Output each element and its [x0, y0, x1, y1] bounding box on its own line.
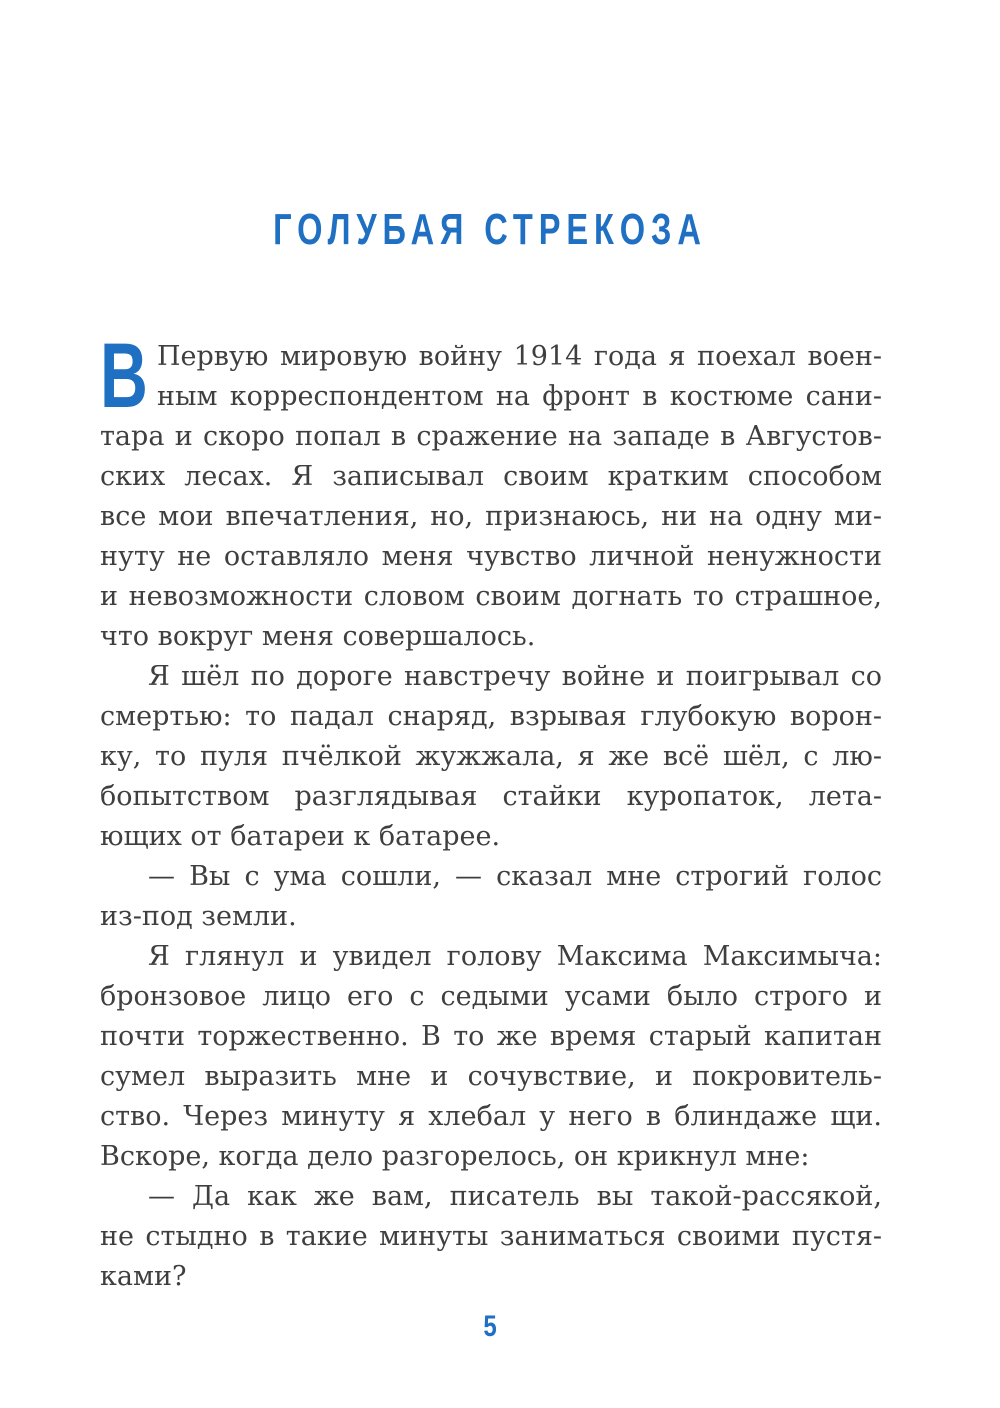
- drop-cap: В: [100, 325, 148, 427]
- text-line: что вокруг меня совершалось.: [100, 621, 536, 652]
- text-line: ство. Через минуту я хлебал у него в блиндаже щи.: [100, 1101, 882, 1132]
- text-line: ских лесах. Я записывал своим кратким способом: [100, 461, 882, 492]
- text-line: сумел выразить мне и сочувствие, и покровитель-: [100, 1061, 882, 1092]
- text-line: бронзовое лицо его с седыми усами было строго и: [100, 981, 882, 1012]
- text-line: и невозможности словом своим догнать то страшное,: [100, 581, 882, 612]
- text-line: — Вы с ума сошли, — сказал мне строгий голос: [148, 861, 882, 892]
- text-line: ку, то пуля пчёлкой жужжала, я же всё шёл, с лю-: [100, 741, 882, 772]
- text-line: бопытством разглядывая стайки куропаток, лета-: [100, 781, 882, 812]
- text-line: — Да как же вам, писатель вы такой-рассякой,: [148, 1181, 882, 1212]
- text-line: смертью: то падал снаряд, взрывая глубокую ворон-: [100, 701, 882, 732]
- text-line: не стыдно в такие минуты заниматься своими пустя-: [100, 1221, 882, 1252]
- text-line: Я шёл по дороге навстречу войне и поигрывал со: [148, 661, 882, 692]
- text-line: из-под земли.: [100, 901, 297, 932]
- text-line: почти торжественно. В то же время старый капитан: [100, 1021, 882, 1052]
- text-line: тара и скоро попал в сражение на западе в Августов-: [100, 421, 882, 452]
- text-line: Вскоре, когда дело разгорелось, он крикнул мне:: [100, 1141, 810, 1172]
- text-line: нуту не оставляло меня чувство личной ненужности: [100, 541, 882, 572]
- text-line: ками?: [100, 1261, 187, 1292]
- chapter-title: ГОЛУБАЯ СТРЕКОЗА: [273, 205, 707, 254]
- page-number: 5: [483, 1310, 497, 1343]
- text-line: Я глянул и увидел голову Максима Максимыча:: [148, 941, 882, 972]
- text-line: ющих от батареи к батарее.: [100, 821, 501, 852]
- text-line: все мои впечатления, но, признаюсь, ни на одну ми-: [100, 501, 882, 532]
- text-line: ным корреспондентом на фронт в костюме сани-: [157, 381, 882, 412]
- text-line: Первую мировую войну 1914 года я поехал воен-: [157, 341, 882, 372]
